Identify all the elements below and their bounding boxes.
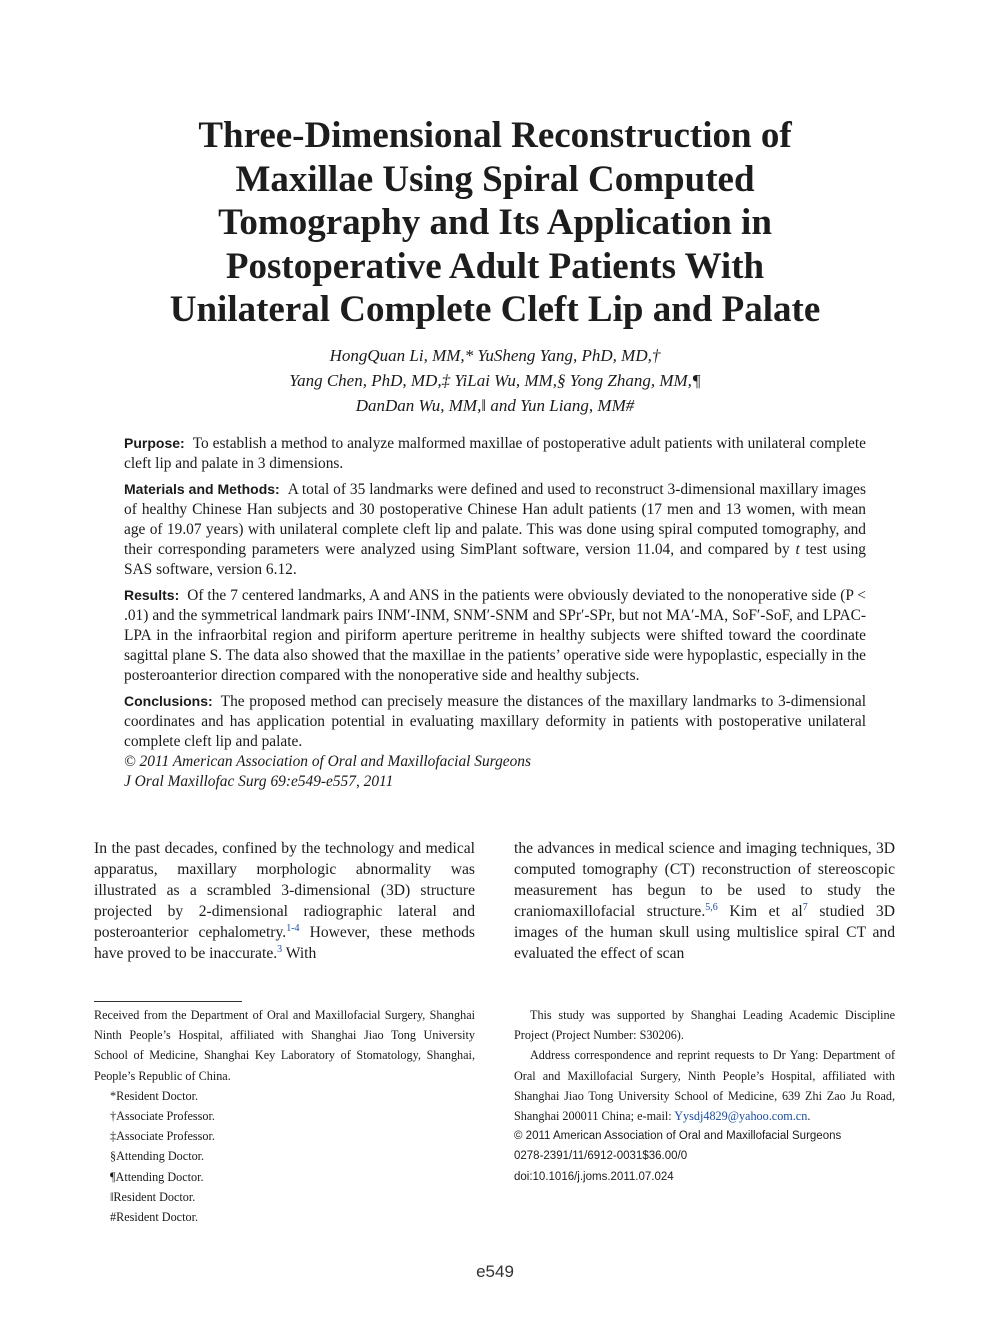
author-list	[120, 343, 870, 418]
abstract-copyright: © 2011 American Association of Oral and Maxillofacial Surgeons	[124, 753, 531, 770]
abstract-results	[124, 585, 866, 686]
body-text: However, these methods have proved to be inaccurate.	[94, 923, 475, 962]
email-link[interactable]: Yysdj4829@yahoo.com.cn	[674, 1109, 808, 1124]
footnotes-left	[94, 1005, 475, 1227]
body-text: studied 3D images of the human skull using multislice spiral CT and evaluated the effect of scan	[514, 902, 895, 962]
received-note: Received from the Department of Oral and Maxillofacial Surgery, Shanghai Ninth People’s Hospital, affiliated with Shanghai Jiao Tong University School of Medicine, Shanghai Key Laboratory of Stomatology, Shanghai, People’s Republic of China.	[94, 1008, 475, 1083]
results-label: Results:	[124, 587, 180, 603]
role-note: *Resident Doctor.	[110, 1088, 199, 1103]
article-title	[120, 114, 870, 332]
funding-note: This study was supported by Shanghai Leading Academic Discipline Project (Project Number: S30206).	[514, 1008, 895, 1043]
reference-link[interactable]: 3	[277, 943, 283, 955]
title-line: Tomography and Its Application in	[218, 202, 772, 243]
conclusions-text: The proposed method can precisely measure the distances of the maxillary landmarks to 3-dimensional coordinates and has application potential in evaluating maxillary deformity in patients with postoperative unilateral complete cleft lip and palate.	[124, 693, 866, 750]
conclusions-label: Conclusions:	[124, 693, 213, 709]
results-text: Of the 7 centered landmarks, A and ANS in the patients were obviously deviated to the nonoperative side (P < .01) and the symmetrical landmark pairs INM′-INM, SNM′-SNM and SPr′-SPr, but not MA′-MA, SoF′-SoF, and LPAC-LPA in the infraorbital region and piriform aperture peritreme in healthy subjects were shifted toward the coordinate sagittal plane S. The data also showed that the maxillae in the patients’ operative side were hypoplastic, especially in the posteroanterior direction compared with the nonoperative side and healthy subjects.	[124, 587, 866, 684]
body-text: In the past decades, confined by the technology and medical apparatus, maxillary morphologic abnormality was illustrated as a scrambled 3-dimensional (3D) structure projected by 2-dimensional radiographic lateral and posteroanterior cephalometry.	[94, 840, 475, 941]
issn-line: 0278-2391/11/6912-0031$36.00/0	[514, 1150, 688, 1163]
reference-link[interactable]: 1-4	[286, 922, 300, 934]
title-line: Postoperative Adult Patients With	[225, 245, 765, 287]
footnote-copyright: © 2011 American Association of Oral and Maxillofacial Surgeons	[514, 1130, 842, 1143]
role-note: ‖Resident Doctor.	[110, 1189, 196, 1204]
journal-citation: J Oral Maxillofac Surg 69:e549-e557, 2011	[124, 773, 394, 790]
page-number: e549	[476, 1262, 514, 1281]
body-text: Kim et al	[717, 902, 803, 920]
role-note: #Resident Doctor.	[110, 1210, 199, 1225]
footnote-divider	[94, 1001, 242, 1002]
doi-line[interactable]: doi:10.1016/j.joms.2011.07.024	[514, 1170, 674, 1183]
purpose-text: To establish a method to analyze malformed maxillae of postoperative adult patients with unilateral complete cleft lip and palate in 3 dimensions.	[124, 435, 866, 472]
role-note: §Attending Doctor.	[110, 1149, 205, 1164]
body-text: the advances in medical science and imaging techniques, 3D computed tomography (CT) reconstruction of stereoscopic measurement has begun to be used to study the craniomaxillofacial structure.	[514, 840, 895, 920]
address-text: Address correspondence and reprint requests to Dr Yang: Department of Oral and Maxillofacial Surgery, Ninth People’s Hospital, affiliated with Shanghai Jiao Tong University School of Medicine, 639 Zhi Zao Ju Road, Shanghai 200011 China; e-mail:	[514, 1048, 895, 1124]
body-paragraph	[514, 839, 895, 964]
abstract-purpose	[124, 433, 866, 474]
body-text: With	[282, 944, 317, 962]
methods-t-symbol: t	[795, 541, 800, 558]
body-column-right	[514, 839, 895, 964]
abstract-methods	[124, 479, 866, 580]
purpose-label: Purpose:	[124, 435, 185, 451]
footnotes-right	[514, 1005, 895, 1187]
email-tail: .	[807, 1109, 811, 1124]
reference-link[interactable]: 5,6	[705, 901, 718, 913]
correspondence-note	[514, 1045, 895, 1126]
title-line: Three-Dimensional Reconstruction of	[198, 115, 792, 156]
role-note: †Associate Professor.	[110, 1109, 215, 1124]
role-note: ‡Associate Professor.	[110, 1129, 215, 1144]
methods-label: Materials and Methods:	[124, 481, 280, 497]
reference-link[interactable]: 7	[802, 901, 808, 913]
body-column-left	[94, 839, 475, 964]
body-paragraph	[94, 839, 475, 964]
role-note: ¶Attending Doctor.	[110, 1169, 204, 1184]
author-line: DanDan Wu, MM,‖ and Yun Liang, MM#	[355, 396, 635, 415]
author-line: HongQuan Li, MM,* YuSheng Yang, PhD, MD,†	[329, 346, 661, 365]
methods-text-end: test using SAS software, version 6.12.	[124, 541, 866, 578]
title-line: Maxillae Using Spiral Computed	[235, 158, 755, 200]
abstract-conclusions	[124, 691, 866, 752]
title-line: Unilateral Complete Cleft Lip and Palate	[169, 289, 821, 330]
methods-text: A total of 35 landmarks were defined and used to reconstruct 3-dimensional maxillary images of healthy Chinese Han subjects and 30 postoperative Chinese Han adult patients (17 men and 13 women, with mean age of 19.07 years) with unilateral complete cleft lip and palate. This was done using spiral computed tomography, and their corresponding parameters were analyzed using SimPlant software, version 11.04, and compared by	[124, 481, 866, 558]
author-line: Yang Chen, PhD, MD,‡ YiLai Wu, MM,§ Yong Zhang, MM,¶	[289, 371, 701, 390]
abstract	[124, 433, 866, 792]
